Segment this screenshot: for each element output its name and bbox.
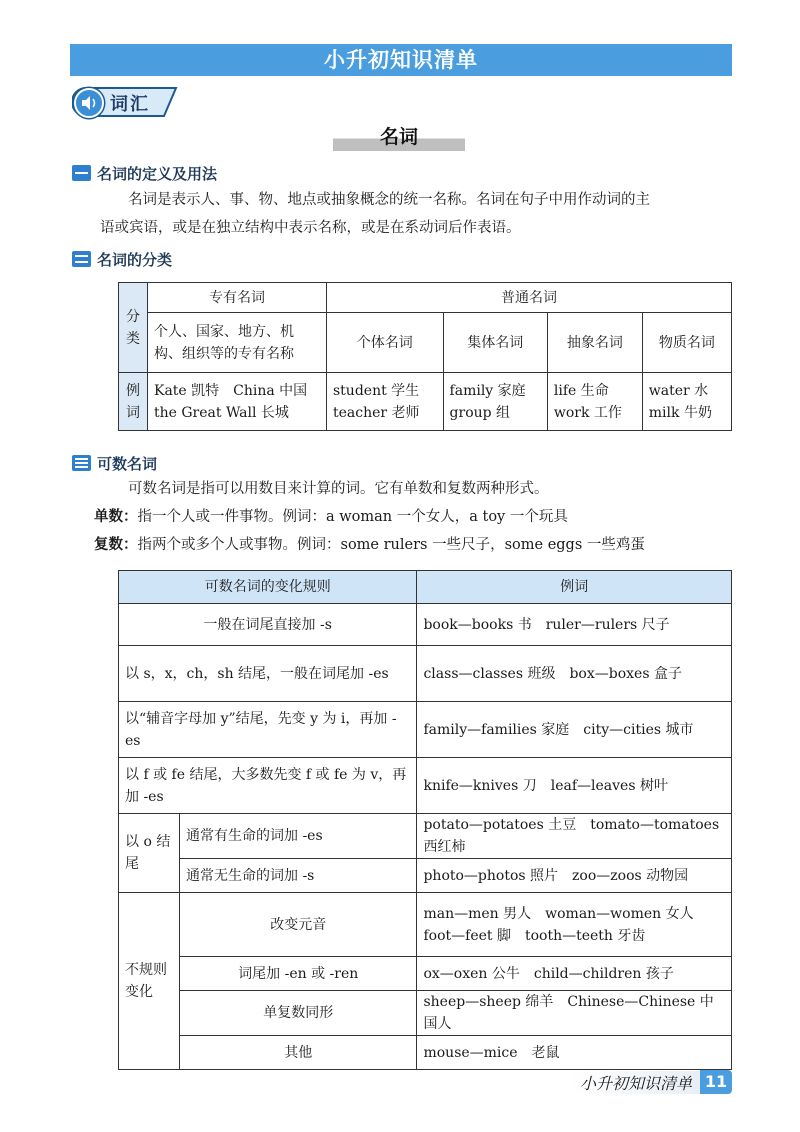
classification-table <box>118 282 732 431</box>
section-title: 可数名词 <box>97 454 158 473</box>
example-line: milk 牛奶 <box>648 404 712 421</box>
vocab-tab <box>72 86 178 118</box>
abstract-noun-header: 抽象名词 <box>547 313 642 373</box>
example-cell: potato—potatoes 土豆 tomato—tomatoes 西红柿 <box>417 814 732 859</box>
section-heading-classification <box>72 248 172 270</box>
proper-noun-header: 专有名词 <box>148 283 327 313</box>
vocab-tab-label: 词汇 <box>110 94 150 115</box>
plural-text: 指两个或多个人或事物。例词：some rulers 一些尺子，some eggs 一些鸡蛋 <box>137 537 645 553</box>
singular-label: 单数： <box>94 509 138 525</box>
example-line: water 水 <box>648 382 709 399</box>
plural-label: 复数： <box>94 537 138 553</box>
o-ending-group: 以 o 结尾 <box>119 814 180 893</box>
individual-examples <box>327 373 444 431</box>
section-number-three-icon <box>72 455 91 471</box>
examples-header: 例词 <box>417 571 732 604</box>
example-line: life 生命 <box>553 382 609 399</box>
example-cell: class—classes 班级 box—boxes 盒子 <box>417 646 732 702</box>
example-cell: family—families 家庭 city—cities 城市 <box>417 702 732 758</box>
row-label-classification: 分类 <box>119 283 148 373</box>
section-heading-definition <box>72 162 217 184</box>
section-number-one-icon <box>72 165 91 181</box>
definition-line-2: 语或宾语，或是在独立结构中表示名称，或是在系动词后作表语。 <box>100 220 521 236</box>
example-cell: book—books 书 ruler—rulers 尺子 <box>417 604 732 646</box>
countable-intro: 可数名词是指可以用数目来计算的词。它有单数和复数两种形式。 <box>128 481 549 497</box>
footer-title: 小升初知识清单 <box>572 1071 700 1094</box>
row-label-examples: 例词 <box>119 373 148 431</box>
example-cell <box>417 893 732 957</box>
collective-noun-header: 集体名词 <box>443 313 547 373</box>
example-line: group 组 <box>449 404 511 421</box>
noun-title: 名词 <box>333 123 465 151</box>
example-cell: photo—photos 照片 zoo—zoos 动物园 <box>417 859 732 893</box>
rule-cell: 以“辅音字母加 y”结尾，先变 y 为 i，再加 -es <box>119 702 417 758</box>
page-number: 11 <box>700 1070 732 1094</box>
example-line: work 工作 <box>553 404 622 421</box>
example-line: Kate 凯特 China 中国 <box>154 382 308 399</box>
rule-cell: 以 f 或 fe 结尾，大多数先变 f 或 fe 为 v，再加 -es <box>119 758 417 814</box>
common-noun-header: 普通名词 <box>327 283 732 313</box>
example-line: the Great Wall 长城 <box>154 404 289 421</box>
collective-examples <box>443 373 547 431</box>
section-title: 名词的分类 <box>97 250 173 269</box>
page-footer <box>572 1070 732 1094</box>
example-cell: ox—oxen 公牛 child—children 孩子 <box>417 957 732 991</box>
page-banner: 小升初知识清单 <box>70 44 732 76</box>
rule-cell: 词尾加 -en 或 -ren <box>180 957 417 991</box>
proper-examples <box>148 373 327 431</box>
example-line: student 学生 <box>333 382 420 399</box>
singular-text: 指一个人或一件事物。例词：a woman 一个女人，a toy 一个玩具 <box>137 509 568 525</box>
rule-cell: 其他 <box>180 1036 417 1070</box>
individual-noun-header: 个体名词 <box>327 313 444 373</box>
rule-cell: 通常无生命的词加 -s <box>180 859 417 893</box>
example-line: teacher 老师 <box>333 404 420 421</box>
rule-cell: 一般在词尾直接加 -s <box>119 604 417 646</box>
irregular-group: 不规则变化 <box>119 893 180 1070</box>
speaker-icon <box>74 88 104 118</box>
example-line: man—men 男人 woman—women 女人 <box>423 905 694 922</box>
plural-rules-table <box>118 570 732 1070</box>
example-line: foot—feet 脚 tooth—teeth 牙齿 <box>423 927 646 944</box>
rule-cell: 单复数同形 <box>180 991 417 1036</box>
rules-header: 可数名词的变化规则 <box>119 571 417 604</box>
section-title: 名词的定义及用法 <box>97 164 218 183</box>
rule-cell: 改变元音 <box>180 893 417 957</box>
definition-line-1: 名词是表示人、事、物、地点或抽象概念的统一名称。名词在句子中用作动词的主 <box>128 192 650 208</box>
plural-line <box>94 531 645 559</box>
rule-cell: 以 s，x，ch，sh 结尾，一般在词尾加 -es <box>119 646 417 702</box>
singular-line <box>94 503 568 531</box>
material-noun-header: 物质名词 <box>642 313 731 373</box>
rule-cell: 通常有生命的词加 -es <box>180 814 417 859</box>
example-line: family 家庭 <box>449 382 526 399</box>
example-cell: sheep—sheep 绵羊 Chinese—Chinese 中国人 <box>417 991 732 1036</box>
abstract-examples <box>547 373 642 431</box>
material-examples <box>642 373 731 431</box>
example-cell: mouse—mice 老鼠 <box>417 1036 732 1070</box>
section-number-two-icon <box>72 251 91 267</box>
example-cell: knife—knives 刀 leaf—leaves 树叶 <box>417 758 732 814</box>
proper-noun-description: 个人、国家、地方、机构、组织等的专有名称 <box>148 313 327 373</box>
section-heading-countable <box>72 452 157 474</box>
